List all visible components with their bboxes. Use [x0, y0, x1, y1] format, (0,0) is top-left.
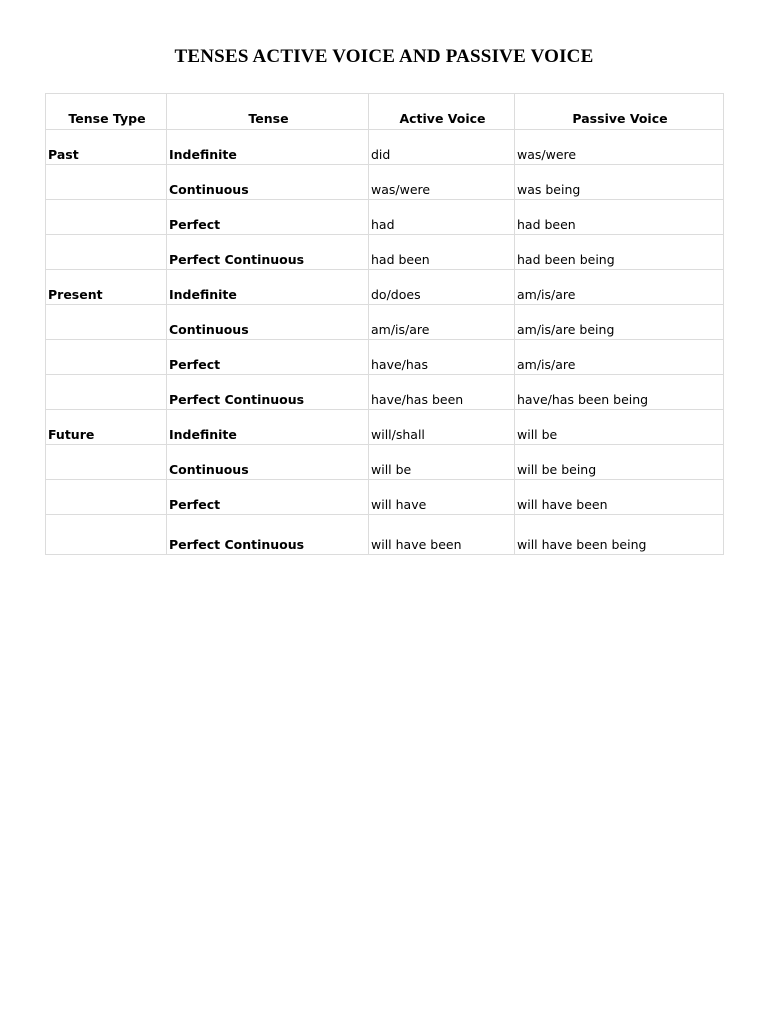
table-row [46, 375, 724, 410]
tense-type-cell [46, 480, 167, 515]
page-title: TENSES ACTIVE VOICE AND PASSIVE VOICE [174, 46, 594, 67]
active-voice-cell: had been [369, 235, 515, 270]
active-voice-cell: had [369, 200, 515, 235]
tense-type-cell [46, 340, 167, 375]
header-active-voice: Active Voice [369, 94, 515, 130]
tense-cell: Indefinite [167, 130, 369, 165]
table-row [46, 165, 724, 200]
tense-type-cell [46, 445, 167, 480]
active-voice-cell: will have [369, 480, 515, 515]
passive-voice-cell: was being [515, 165, 724, 200]
active-voice-cell: will be [369, 445, 515, 480]
active-voice-cell: am/is/are [369, 305, 515, 340]
tense-cell: Continuous [167, 165, 369, 200]
active-voice-cell: have/has been [369, 375, 515, 410]
tense-type-cell [46, 165, 167, 200]
passive-voice-cell: was/were [515, 130, 724, 165]
tense-type-cell [46, 375, 167, 410]
header-tense-type: Tense Type [46, 94, 167, 130]
tense-cell: Perfect Continuous [167, 375, 369, 410]
tense-cell: Indefinite [167, 410, 369, 445]
tense-type-cell: Present [46, 270, 167, 305]
active-voice-cell: will have been [369, 515, 515, 555]
table-row [46, 200, 724, 235]
tense-type-cell [46, 200, 167, 235]
table-row [46, 515, 724, 555]
tense-type-cell: Future [46, 410, 167, 445]
active-voice-cell: will/shall [369, 410, 515, 445]
tense-table [45, 93, 724, 555]
table-row [46, 445, 724, 480]
tense-cell: Continuous [167, 445, 369, 480]
tense-cell: Perfect Continuous [167, 235, 369, 270]
table-row [46, 480, 724, 515]
passive-voice-cell: will be [515, 410, 724, 445]
tense-cell: Perfect [167, 480, 369, 515]
passive-voice-cell: had been being [515, 235, 724, 270]
table-row [46, 130, 724, 165]
passive-voice-cell: have/has been being [515, 375, 724, 410]
passive-voice-cell: am/is/are [515, 270, 724, 305]
active-voice-cell: do/does [369, 270, 515, 305]
active-voice-cell: was/were [369, 165, 515, 200]
table-row [46, 410, 724, 445]
header-passive-voice: Passive Voice [515, 94, 724, 130]
table-row [46, 305, 724, 340]
passive-voice-cell: am/is/are [515, 340, 724, 375]
passive-voice-cell: will be being [515, 445, 724, 480]
tense-type-cell [46, 515, 167, 555]
passive-voice-cell: will have been [515, 480, 724, 515]
tense-cell: Perfect Continuous [167, 515, 369, 555]
passive-voice-cell: am/is/are being [515, 305, 724, 340]
table-row [46, 340, 724, 375]
tense-type-cell [46, 305, 167, 340]
passive-voice-cell: will have been being [515, 515, 724, 555]
tense-cell: Indefinite [167, 270, 369, 305]
table-row [46, 270, 724, 305]
table-row [46, 235, 724, 270]
header-tense: Tense [167, 94, 369, 130]
tense-type-cell [46, 235, 167, 270]
tense-cell: Perfect [167, 200, 369, 235]
passive-voice-cell: had been [515, 200, 724, 235]
table-header-row [46, 94, 724, 130]
tense-type-cell: Past [46, 130, 167, 165]
tense-cell: Continuous [167, 305, 369, 340]
active-voice-cell: have/has [369, 340, 515, 375]
tense-cell: Perfect [167, 340, 369, 375]
active-voice-cell: did [369, 130, 515, 165]
